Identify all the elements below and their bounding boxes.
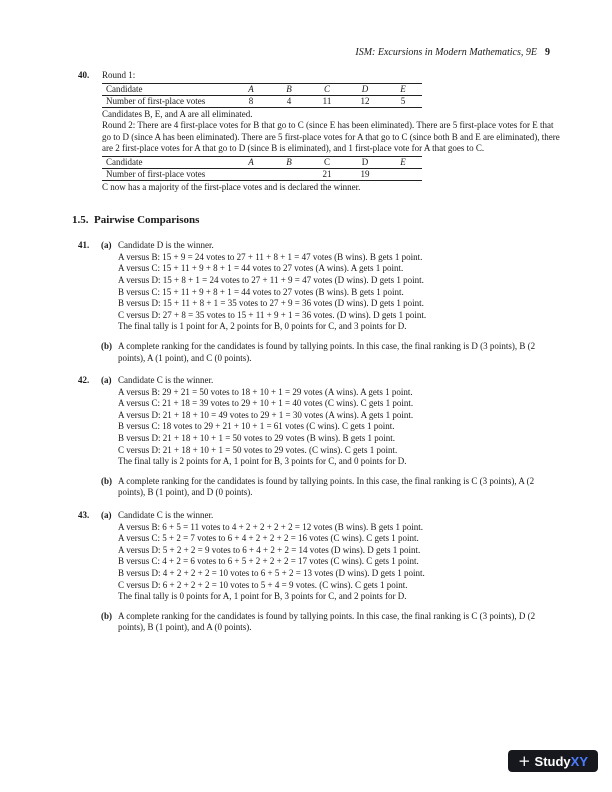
solution-line: B versus C: 15 + 11 + 9 + 8 + 1 = 44 votes to 27 votes (B wins). B gets 1 point.	[118, 286, 404, 297]
solution-line: B versus D: 21 + 18 + 10 + 1 = 50 votes to 29 votes (B wins). B gets 1 point.	[118, 433, 396, 444]
solution-line: C versus D: 6 + 2 + 2 + 2 = 10 votes to 5 + 4 = 9 votes. (C wins). C gets 1 point.	[118, 579, 408, 590]
solution-line: B versus C: 18 votes to 29 + 21 + 10 + 1 = 61 votes (C wins). C gets 1 point.	[118, 421, 395, 432]
solution-line: A versus C: 21 + 18 = 39 votes to 29 + 10 + 1 = 40 votes (C wins). C gets 1 point.	[118, 398, 414, 409]
page-number: 9	[545, 47, 550, 58]
solution-line: B versus D: 4 + 2 + 2 + 2 = 10 votes to 6 + 5 + 2 = 13 votes (D wins). D gets 1 point.	[118, 568, 425, 578]
table-cell: 19	[346, 168, 384, 180]
table-header-cell: D	[346, 156, 384, 168]
part-label: (b)	[101, 340, 112, 351]
solution-line: B versus C: 4 + 2 = 6 votes to 6 + 5 + 2 + 2 + 2 = 17 votes (C wins). C gets 1 point.	[118, 556, 419, 567]
eliminated-text: Candidates B, E, and A are all eliminated.	[102, 108, 253, 119]
round-1-label: Round 1:	[102, 70, 136, 80]
part-label: (a)	[101, 240, 112, 251]
round-2-table	[102, 156, 422, 181]
problem-number: 42.	[78, 375, 90, 386]
problem-40	[80, 70, 562, 194]
section-heading: 1.5. Pairwise Comparisons	[72, 213, 200, 226]
round-2-text: Round 2: There are 4 first-place votes for B that go to C (since E has been eliminated). There are 5 first-place votes for E that go to D (since A has been eliminated). There are 5 first-place votes for A that go to C (since both B and E are eliminated), there are 2 first-place votes for A that go to D (since B is eliminated), and 1 first-place vote for A that goes to C.	[102, 120, 560, 154]
table-cell: 8	[232, 95, 270, 107]
table-row	[102, 168, 422, 180]
table-cell: 5	[384, 95, 422, 107]
solution-line: Candidate D is the winner.	[118, 240, 214, 251]
solution-line: C versus D: 21 + 18 + 10 + 1 = 50 votes to 29 votes. (C wins). C gets 1 point.	[118, 444, 398, 455]
problem-number: 43.	[78, 510, 90, 521]
table-row-label: Number of first-place votes	[102, 95, 232, 107]
table-cell	[270, 168, 308, 180]
table-header-row	[102, 83, 422, 95]
table-header-cell: A	[248, 156, 254, 167]
table-header-cell: Candidate	[102, 156, 232, 168]
table-cell	[384, 168, 422, 180]
round-1-table	[102, 83, 422, 108]
problem-part	[102, 341, 562, 364]
problem-part	[102, 510, 562, 603]
solution-line: B versus D: 15 + 11 + 8 + 1 = 35 votes to 27 + 9 = 36 votes (D wins). D gets 1 point.	[118, 298, 424, 309]
part-label: (a)	[101, 510, 112, 521]
table-header-cell: D	[361, 83, 369, 94]
table-cell	[232, 168, 270, 180]
table-header-cell: A	[248, 83, 254, 94]
solution-line: Candidate C is the winner.	[118, 375, 214, 386]
solution-line: Candidate C is the winner.	[118, 510, 214, 521]
table-header-cell: C	[308, 156, 346, 168]
solution-line: The final tally is 0 points for A, 1 point for B, 3 points for C, and 2 points for D.	[118, 591, 407, 602]
table-cell: 12	[346, 95, 384, 107]
badge-text: Study	[534, 753, 571, 769]
winner-text: C now has a majority of the first-place votes and is declared the winner.	[102, 181, 361, 192]
problem-number: 41.	[78, 240, 90, 251]
solution-line: A versus B: 29 + 21 = 50 votes to 18 + 10 + 1 = 29 votes (A wins). A gets 1 point.	[118, 386, 413, 397]
table-row-label: Number of first-place votes	[102, 168, 232, 180]
part-label: (a)	[101, 375, 112, 386]
table-cell: 11	[308, 95, 346, 107]
problem-part	[102, 240, 562, 333]
problem-part	[102, 375, 562, 468]
table-header-cell: E	[400, 83, 406, 94]
table-header-cell: B	[286, 83, 292, 94]
table-cell: 21	[308, 168, 346, 180]
solution-line: A complete ranking for the candidates is found by tallying points. In this case, the final ranking is C (3 points), A (2 points), B (1 point), and D (0 points).	[118, 475, 535, 498]
solution-line: A versus B: 15 + 9 = 24 votes to 27 + 11 + 8 + 1 = 47 votes (B wins). B gets 1 point.	[118, 251, 423, 262]
table-header-cell: B	[286, 156, 292, 167]
problem-41	[80, 240, 562, 364]
part-label: (b)	[101, 610, 112, 621]
solution-line: The final tally is 2 points for A, 1 point for B, 3 points for C, and 0 points for D.	[118, 456, 407, 467]
page-content	[72, 70, 562, 634]
table-header-row	[102, 156, 422, 168]
solution-line: A versus D: 15 + 8 + 1 = 24 votes to 27 + 11 + 9 = 47 votes (D wins). D gets 1 point.	[118, 274, 424, 285]
solution-line: C versus D: 27 + 8 = 35 votes to 15 + 11 + 9 + 1 = 36 votes. (D wins). D gets 1 point.	[118, 309, 427, 320]
solution-line: A complete ranking for the candidates is found by tallying points. In this case, the final ranking is D (3 points), B (2 points), A (1 point), and C (0 points).	[118, 340, 536, 363]
header-title: ISM: Excursions in Modern Mathematics, 9E	[355, 47, 537, 58]
table-header-cell: E	[400, 156, 406, 167]
problem-body	[102, 70, 562, 194]
part-label: (b)	[101, 475, 112, 486]
solution-line: A versus B: 6 + 5 = 11 votes to 4 + 2 + 2 + 2 + 2 = 12 votes (B wins). B gets 1 point.	[118, 521, 423, 532]
problem-part	[102, 611, 562, 634]
solution-line: A versus D: 5 + 2 + 2 = 9 votes to 6 + 4 + 2 + 2 = 14 votes (D wins). D gets 1 point.	[118, 544, 421, 555]
table-cell: 4	[270, 95, 308, 107]
solution-line: A complete ranking for the candidates is found by tallying points. In this case, the final ranking is C (3 points), D (2 points), B (1 point), and A (0 points).	[118, 610, 536, 633]
studyxy-badge[interactable]	[508, 750, 598, 772]
solution-line: A versus C: 15 + 11 + 9 + 8 + 1 = 44 votes to 27 votes (A wins). A gets 1 point.	[118, 263, 404, 274]
solution-line: The final tally is 1 point for A, 2 points for B, 0 points for C, and 3 points for D.	[118, 321, 407, 332]
solution-line: A versus C: 5 + 2 = 7 votes to 6 + 4 + 2 + 2 + 2 = 16 votes (C wins). C gets 1 point.	[118, 533, 419, 544]
problem-42	[80, 375, 562, 499]
problem-part	[102, 476, 562, 499]
problems-list	[80, 240, 562, 634]
problem-number: 40.	[78, 70, 90, 80]
plus-icon: +	[517, 752, 531, 770]
table-row	[102, 95, 422, 107]
badge-accent-text: XY	[570, 753, 589, 769]
table-header-cell: C	[323, 83, 330, 94]
problem-43	[80, 510, 562, 634]
running-header	[355, 47, 550, 58]
solution-line: A versus D: 21 + 18 + 10 = 49 votes to 29 + 1 = 30 votes (A wins). A gets 1 point.	[118, 409, 414, 420]
table-header-cell: Candidate	[102, 83, 232, 95]
